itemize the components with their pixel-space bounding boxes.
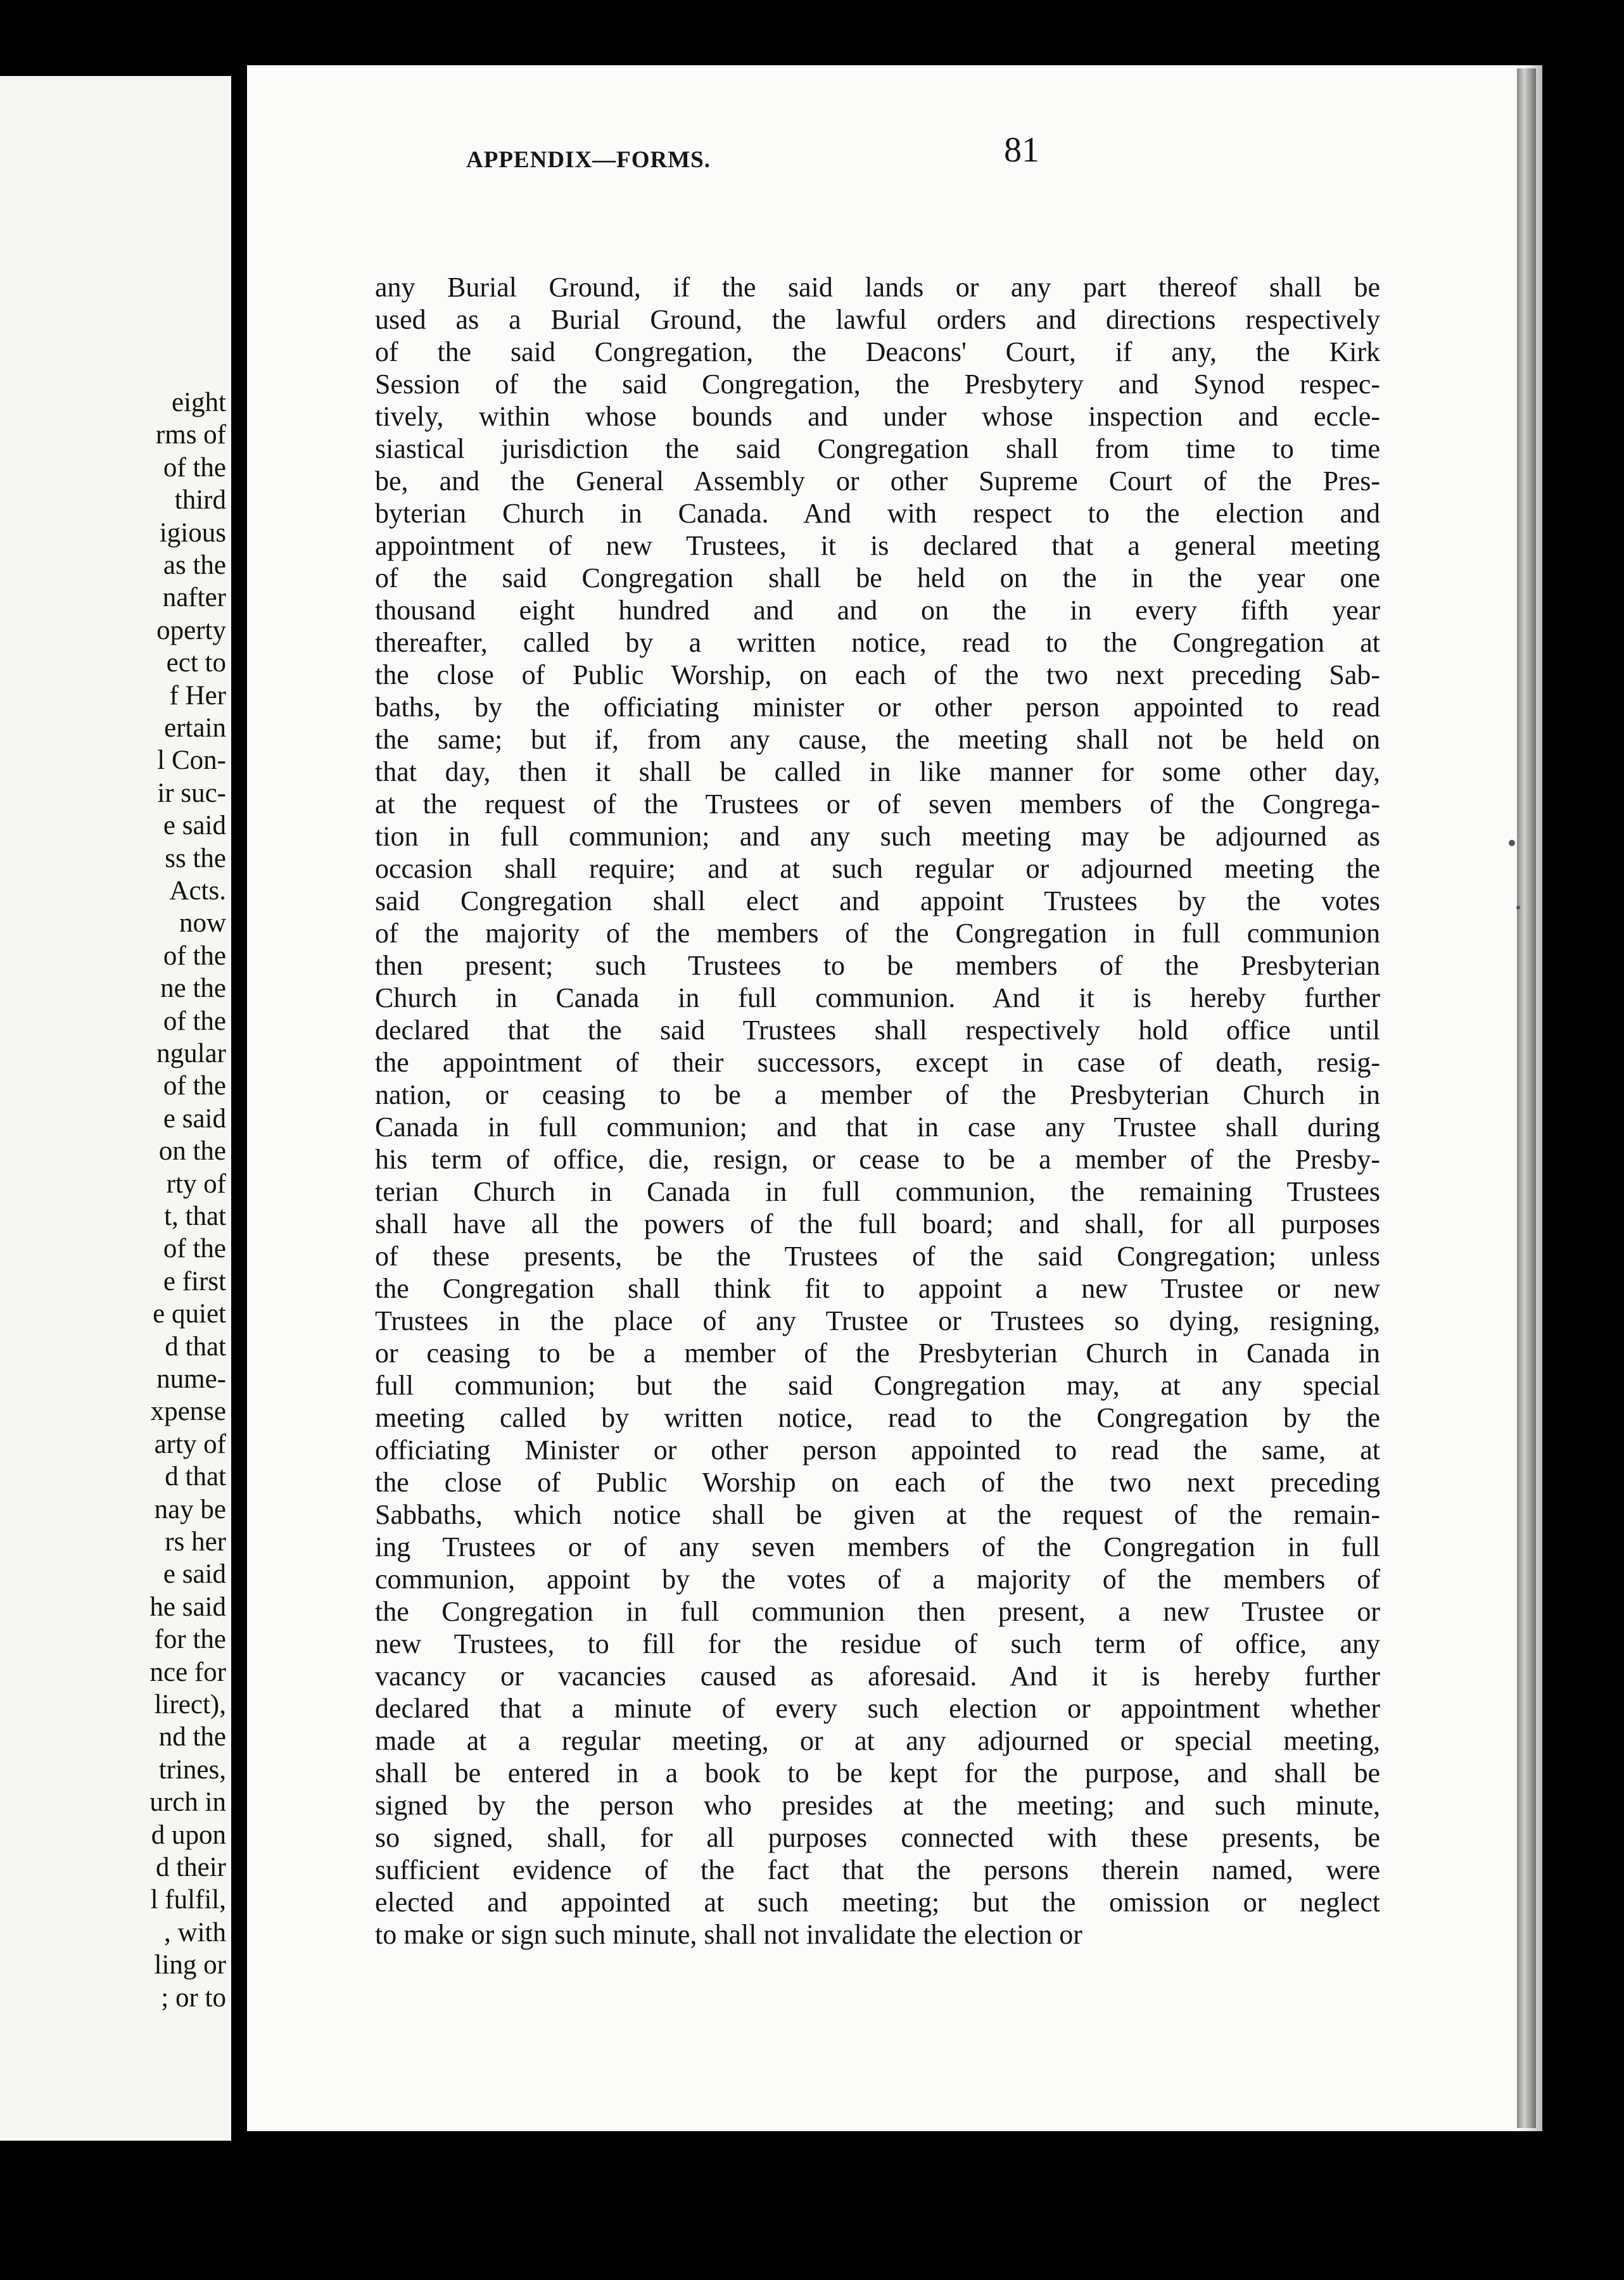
left-page-line-fragment: ne the xyxy=(160,973,226,1004)
body-line: of the said Congregation shall be held on the in the year one xyxy=(375,562,1380,593)
body-line: the close of Public Worship, on each of the two next preceding Sab- xyxy=(375,659,1380,690)
left-page-line-fragment: nce for xyxy=(149,1657,226,1687)
page-number: 81 xyxy=(1004,130,1039,170)
body-line: Canada in full communion; and that in case any Trustee shall during xyxy=(375,1112,1380,1143)
left-page-line-fragment: rms of xyxy=(155,420,226,450)
left-page-line-fragment: rty of xyxy=(166,1168,226,1199)
left-page-line-fragment: of the xyxy=(163,1006,226,1036)
body-line: of these presents, be the Trustees of the said Congregation; unless xyxy=(375,1241,1380,1272)
left-page-line-fragment: for the xyxy=(154,1624,226,1655)
left-page-line-fragment: on the xyxy=(158,1136,226,1167)
left-page-line-fragment: d upon xyxy=(151,1820,226,1850)
body-line: of the said Congregation, the Deacons' Court, if any, the Kirk xyxy=(375,336,1380,367)
left-page xyxy=(0,76,231,2141)
left-page-line-fragment: d their xyxy=(155,1852,226,1882)
body-line: Session of the said Congregation, the Presbytery and Synod respec- xyxy=(375,369,1380,400)
body-line: any Burial Ground, if the said lands or any part thereof shall be xyxy=(375,272,1380,303)
body-line: siastical jurisdiction the said Congregation shall from time to time xyxy=(375,433,1380,464)
left-page-line-fragment: , with xyxy=(164,1917,226,1948)
body-line: the Congregation shall think fit to appoint a new Trustee or new xyxy=(375,1273,1380,1304)
body-line: that day, then it shall be called in like manner for some other day, xyxy=(375,756,1380,787)
body-line: signed by the person who presides at the meeting; and such minute, xyxy=(375,1790,1380,1821)
left-page-line-fragment: he said xyxy=(149,1592,226,1622)
body-line: be, and the General Assembly or other Supreme Court of the Pres- xyxy=(375,466,1380,497)
body-line: declared that a minute of every such election or appointment whether xyxy=(375,1693,1380,1724)
body-line: the Congregation in full communion then present, a new Trustee or xyxy=(375,1596,1380,1627)
left-page-line-fragment: t, that xyxy=(164,1201,226,1231)
left-page-line-fragment: f Her xyxy=(169,680,226,711)
ink-speck xyxy=(1509,840,1515,846)
body-line: byterian Church in Canada. And with respect to the election and xyxy=(375,498,1380,529)
left-page-line-fragment: nafter xyxy=(162,583,226,613)
body-line: occasion shall require; and at such regular or adjourned meeting the xyxy=(375,853,1380,884)
left-page-line-fragment: l Con- xyxy=(157,745,226,776)
left-page-line-fragment: e quiet xyxy=(153,1299,226,1329)
body-line: vacancy or vacancies caused as aforesaid. And it is hereby further xyxy=(375,1661,1380,1692)
left-page-line-fragment: ir suc- xyxy=(157,778,226,808)
left-page-line-fragment: ss the xyxy=(165,843,226,873)
left-page-line-fragment: nay be xyxy=(154,1494,226,1524)
left-page-line-fragment: xpense xyxy=(150,1396,226,1427)
left-page-line-fragment: e said xyxy=(163,811,226,841)
left-page-line-fragment: of the xyxy=(163,940,226,971)
book-gutter xyxy=(231,0,247,2280)
body-line: terian Church in Canada in full communion, the remaining Trustees xyxy=(375,1176,1380,1207)
body-line: then present; such Trustees to be members of the Presbyterian xyxy=(375,950,1380,981)
left-page-line-fragment: of the xyxy=(163,1071,226,1101)
body-line: of the majority of the members of the Congregation in full communion xyxy=(375,918,1380,949)
left-page-line-fragment: operty xyxy=(156,615,226,645)
body-line: Sabbaths, which notice shall be given at the request of the remain- xyxy=(375,1499,1380,1530)
left-page-line-fragment: e said xyxy=(163,1559,226,1590)
body-line: elected and appointed at such meeting; but the omission or neglect xyxy=(375,1887,1380,1918)
body-line: tively, within whose bounds and under whose inspection and eccle- xyxy=(375,401,1380,432)
left-page-line-fragment: ; or to xyxy=(161,1982,226,2013)
body-line: ing Trustees or of any seven members of the Congregation in full xyxy=(375,1531,1380,1562)
body-line: to make or sign such minute, shall not invalidate the election or xyxy=(375,1919,1082,1950)
body-line: the appointment of their successors, except in case of death, resig- xyxy=(375,1047,1380,1078)
body-line: nation, or ceasing to be a member of the Presbyterian Church in xyxy=(375,1079,1380,1110)
left-page-line-fragment: ect to xyxy=(166,648,226,678)
left-page-line-fragment: arty of xyxy=(154,1429,226,1459)
left-page-line-fragment: igious xyxy=(159,517,226,548)
body-line: used as a Burial Ground, the lawful orders and directions respectively xyxy=(375,304,1380,335)
body-line: Church in Canada in full communion. And it is hereby further xyxy=(375,982,1380,1013)
body-line: thousand eight hundred and and on the in every fifth year xyxy=(375,595,1380,626)
left-page-line-fragment: trines, xyxy=(158,1754,226,1785)
page-edge xyxy=(1517,68,1536,2128)
body-line: meeting called by written notice, read to the Congregation by the xyxy=(375,1402,1380,1433)
left-page-line-fragment: eight xyxy=(172,388,226,417)
left-page-line-fragment: e first xyxy=(163,1266,226,1296)
body-text xyxy=(375,271,1380,2051)
left-page-line-fragment: d that xyxy=(165,1462,226,1492)
body-line: declared that the said Trustees shall respectively hold office until xyxy=(375,1015,1380,1046)
body-line: made at a regular meeting, or at any adjourned or special meeting, xyxy=(375,1725,1380,1756)
body-line: communion, appoint by the votes of a majority of the members of xyxy=(375,1564,1380,1595)
body-line: so signed, shall, for all purposes connected with these presents, be xyxy=(375,1822,1380,1853)
body-line: Trustees in the place of any Trustee or Trustees so dying, resigning, xyxy=(375,1305,1380,1336)
body-line: or ceasing to be a member of the Presbyterian Church in Canada in xyxy=(375,1338,1380,1369)
left-page-line-fragment: e said xyxy=(163,1103,226,1134)
body-line: tion in full communion; and any such meeting may be adjourned as xyxy=(375,821,1380,852)
left-page-line-fragment: ertain xyxy=(164,713,226,743)
body-line: the same; but if, from any cause, the meeting shall not be held on xyxy=(375,724,1380,755)
left-page-line-fragment: d that xyxy=(165,1331,226,1362)
left-page-line-fragment: nd the xyxy=(158,1722,226,1752)
left-page-line-fragment: now xyxy=(179,908,226,939)
body-line: said Congregation shall elect and appoint Trustees by the votes xyxy=(375,885,1380,916)
left-page-line-fragment: nume- xyxy=(156,1364,226,1394)
left-page-line-fragment: rs her xyxy=(165,1527,226,1557)
body-line: full communion; but the said Congregation may, at any special xyxy=(375,1370,1380,1401)
left-page-line-fragment: ling or xyxy=(154,1950,226,1980)
left-page-line-fragment: l fulfil, xyxy=(150,1885,226,1915)
left-page-line-fragment: lirect), xyxy=(154,1690,226,1720)
body-line: his term of office, die, resign, or cease to be a member of the Presby- xyxy=(375,1144,1380,1175)
left-page-line-fragment: Acts. xyxy=(169,876,226,906)
left-page-line-fragment: ngular xyxy=(156,1039,226,1068)
ink-speck xyxy=(1516,906,1520,909)
body-line: new Trustees, to fill for the residue of such term of office, any xyxy=(375,1628,1380,1659)
left-page-line-fragment: urch in xyxy=(149,1787,226,1818)
left-page-line-fragment: of the xyxy=(163,452,226,483)
body-line: appointment of new Trustees, it is declared that a general meeting xyxy=(375,530,1380,561)
body-line: shall have all the powers of the full board; and shall, for all purposes xyxy=(375,1208,1380,1239)
left-page-line-fragment: third xyxy=(174,485,226,516)
body-line: shall be entered in a book to be kept for the purpose, and shall be xyxy=(375,1758,1380,1789)
body-line: sufficient evidence of the fact that the persons therein named, were xyxy=(375,1854,1380,1885)
body-line: the close of Public Worship on each of the two next preceding xyxy=(375,1467,1380,1498)
running-head xyxy=(466,130,1039,193)
body-line: baths, by the officiating minister or other person appointed to read xyxy=(375,692,1380,723)
left-page-line-fragment: of the xyxy=(163,1234,226,1264)
running-head-title: APPENDIX—FORMS. xyxy=(466,147,711,173)
left-page-line-fragment: as the xyxy=(163,550,226,580)
body-line: thereafter, called by a written notice, read to the Congregation at xyxy=(375,627,1380,658)
body-line: at the request of the Trustees or of seven members of the Congrega- xyxy=(375,788,1380,820)
body-line: officiating Minister or other person appointed to read the same, at xyxy=(375,1434,1380,1466)
